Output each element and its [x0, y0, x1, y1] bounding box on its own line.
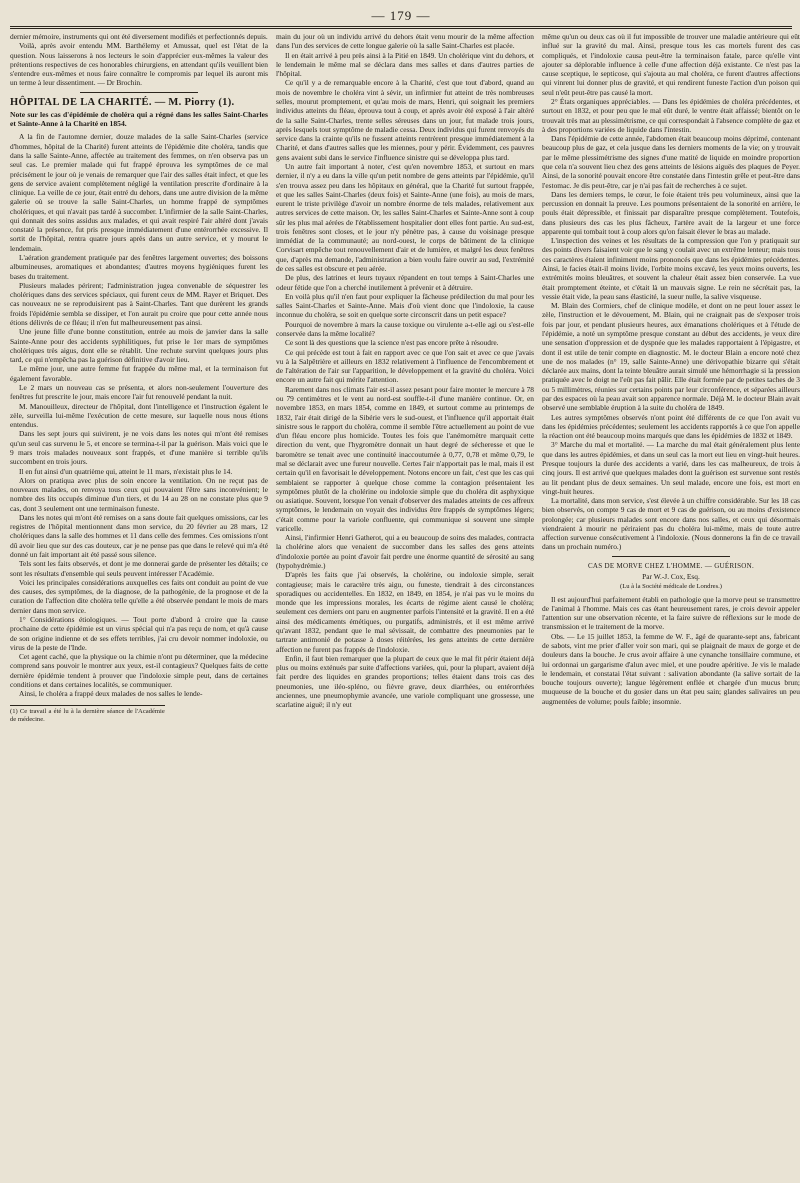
paragraph: main du jour où un individu arrivé du dehors était venu mourir de la même affection dans l'un des services de cette longue galerie où la salle Saint-Charles est placée. — [276, 32, 534, 51]
paragraph: Dans les notes qui m'ont été remises on a sans doute fait quelques omissions, car les registres de l'hôpital mentionnent dans mon service, du 20 février au 28 mars, 12 cholériques dans la salle des hommes et 11 dans celle des femmes. Ces omissions n'ont dû avoir lieu que sur des cas douteux, car je ne pense pas que dans le relevé qui m'a été donné un fait important ait été passé sous silence. — [10, 512, 268, 560]
paragraph: Une jeune fille d'une bonne constitution, entrée au mois de janvier dans la salle Sainte-Anne pour des accidents syphilitiques, fut prise le 1er mars de symptômes cholériques très aigus, dont elle se rétablit. Une rechute survint quelques jours plus tard, ce qui n'empêcha pas la guérison définitive d'avoir lieu. — [10, 327, 268, 365]
paragraph: Ce qu'il y a de remarquable encore à la Charité, c'est que tout d'abord, quand au mois de novembre le choléra vint à sévir, un infirmier fut atteint de très nombreuses selles, mourut promptement, et qu'au mois de mars, Henri, qui soignait les premiers individus atteints du fléau, éprouva tout à coup, et après avoir été exposé à l'air altéré de la salle Saint-Charles, trente selles séreuses dans un jour, fut malade trois jours, après lesquels tout symptôme de maladie cessa. Deux individus qui furent renvoyés du service dans la crainte qu'ils ne fussent atteints rentrèrent presque immédiatement à la Charité, et dans d'autres salles que les miennes, pour y périr. Évidemment, ces pauvres gens avaient subi dans le service l'influence sinistre qui se développa plus tard. — [276, 78, 534, 162]
paragraph: Rarement dans nos climats l'air est-il assez pesant pour faire monter le mercure à 78 ou 79 centimètres et le vent au nord-est souffle-t-il d'une manière continue. Or, en novembre 1853, en mars 1854, comme en 1849, et surtout comme au printemps de 1832, l'air était dirigé de la Sibérie vers le sud-ouest, et l'influence qu'il apportait était sinistre sous le rapport du choléra, comme il semble l'être actuellement au point de vue d'un fléau encore plus homicide. Toutes les fois que l'anémomètre marquait cette direction du vent, que l'hygromètre donnait un haut degré de sécheresse et que le baromètre se tenait avec une continuité inaccoutumée à 0,77, 0,78 et même 0,79, le mal se déclarait avec une fureur nouvelle. Certes l'air n'apportait pas le mal, mais il est certain qu'il en favorisait le développement. Notons encore un fait, c'est que les cas qui semblaient se rapporter à quelque chose comme la contagion présentaient les symptômes plutôt de la cholérine ou indoloxie simple que du choléra dit asphyxique ou asiatique. Souvent, lorsque l'on venait d'observer des malades atteints de ces affreux symptômes, le lendemain on voyait des individus être frappés de symptômes légers; c'était comme pour la variole confluente, qui communique si souvent une simple varicelle. — [276, 384, 534, 533]
text-columns — [10, 32, 800, 1179]
column-2-body — [276, 32, 534, 710]
paragraph: En voilà plus qu'il n'en faut pour expliquer la fâcheuse prédilection du mal pour les salles Saint-Charles et Sainte-Anne. Mais d'où vient donc que l'indoloxie, la cause inconnue du choléra, se soit en quelque sorte circonscrit dans un petit espace? — [276, 291, 534, 320]
paragraph: 3° Marche du mal et mortalité. — La marche du mal était généralement plus lente que dans les autres épidémies, et dans un seul cas la mort eut lieu en vingt-huit heures. Presque toujours la durée des accidents a varié, dans les cas malheureux, de trois à cinq jours. Il est arrivé que quelques malades dont la guérison est survenue sont restés au lit pendant plus de deux semaines. Un seul malade, encore une fois, est mort en vingt-huit heures. — [542, 440, 800, 496]
article-subtitle: Note sur les cas d'épidémie de choléra qui a régné dans les salles Saint-Charles et Sainte-Anne à la Charité en 1854. — [10, 109, 268, 129]
paragraph: Il en fut ainsi d'un quatrième qui, atteint le 11 mars, n'existait plus le 14. — [19, 466, 233, 476]
second-article-title: CAS DE MORVE CHEZ L'HOMME. — GUÉRISON. — [587, 561, 755, 570]
column-1-body — [10, 132, 268, 698]
paragraph: Alors on pratiqua avec plus de soin encore la ventilation. On ne reçut pas de nouveaux malades, on renvoya tous ceux qui pouvaient l'être sans inconvénient; le nombre des lits occupés diminue d'un tiers, et du 14 au 28 on ne constate plus que 9 cas, dont 3 seulement ont une terminaison funeste. — [10, 475, 268, 513]
paragraph: Il est aujourd'hui parfaitement établi en pathologie que la morve peut se transmettre de l'animal à l'homme. Mais ces cas étant heureusement rares, je crois devoir appeler l'attention sur une observation récente, et la faire suivre de réflexions sur le mode de transmission et le traitement de la morve. — [542, 594, 800, 632]
paragraph: Voilà, après avoir entendu MM. Barthélemy et Amussat, quel est l'état de la question. Nous laisserons à nos lecteurs le soin d'apprécier eux-mêmes la valeur des prétentions respectives de ces honorables chirurgiens, en attendant qu'ils veuillent bien s'entendre eux-mêmes et nous faire connaître le compromis par lequel ils auront mis un terme à leur dissentiment. — Dr Brochin. — [10, 41, 268, 88]
paragraph: 2° États organiques appréciables. — Dans les épidémies de choléra précédentes, et surtout en 1832, et pour peu que le mal eût duré, le ventre était affaissé; bientôt on le trouvait très mat au plessimétrisme, ce qui correspondait à l'absence complète de gaz et à des proportions variées de liquide dans l'intestin. — [542, 96, 800, 134]
column-3-body — [542, 32, 800, 552]
section-separator — [612, 556, 730, 557]
paragraph: Ainsi, l'infirmier Henri Gatherot, qui a eu beaucoup de soins des malades, contracta la cholérine alors que venaient de succomber dans les salles des gens atteints d'indoloxie portée au point d'avoir fait perdre une énorme quantité de sérosité au sang (hypohydrémie.) — [276, 533, 534, 571]
paragraph: D'après les faits que j'ai observés, la cholérine, ou indoloxie simple, serait contagieuse; mais le caractère très aigu, ou funeste, tiendrait à des circonstances sporadiques ou accidentelles. En 1832, en 1849, en 1854, je n'ai pas vu le moins du monde que les impressions morales, les écarts de régime aient causé le choléra; seulement ces derniers ont paru en augmenter parfois l'intensité et la gravité. Il en a été ainsi des médicaments émétiques, ou purgatifs, administrés, et il est même arrivé qu'avant 1832, pendant que le mal sévissait, de combattre des pneumonies par le tartrate antimonié de potasse à doses réitérées, les gens atteints de cette dernière affection ne furent pas frappés de l'indoloxie. — [276, 570, 534, 654]
paragraph: M. Manouilleux, directeur de l'hôpital, dont l'intelligence et l'instruction égalent le zèle, surveilla lui-même l'exécution de cette mesure, sur laquelle nous nous étions entendus. — [10, 401, 268, 430]
paragraph: Dans les sept jours qui suivirent, je ne vois dans les notes qui m'ont été remises qu'un seul cas survenu le 5, et encore se termina-t-il par la guérison. Mais voici que le 9 mars trois malades nouveaux sont frappés, et d'une manière si terrible qu'ils succombent en trois jours. — [10, 429, 268, 467]
page-number: — 179 — — [371, 8, 431, 23]
article-title: HÔPITAL DE LA CHARITÉ. — M. Piorry (1). — [10, 96, 235, 108]
paragraph: Tels sont les faits observés, et dont je me donnerai garde de présenter les détails; ce sont les résultats d'ensemble qui seuls peuvent intéresser l'Académie. — [10, 559, 268, 578]
paragraph: Voici les principales considérations auxquelles ces faits ont conduit au point de vue des causes, des symptômes, de la diagnose, de la pathogénie, de la prognose et de la curation de l'affection dite choléra telle qu'elle a été observée pendant le mois de mars dernier dans mon service. — [10, 577, 268, 615]
paragraph: dernier mémoire, instruments qui ont été diversement modifiés et perfectionnés depuis. — [10, 32, 268, 41]
footnote: (1) Ce travail a été lu à la dernière séance de l'Académie de médecine. — [10, 705, 165, 724]
paragraph: Pourquoi de novembre à mars la cause toxique ou virulente a-t-elle agi ou s'est-elle conservée dans la même localité? — [276, 319, 534, 338]
paragraph: Ainsi, le choléra a frappé deux malades de nos salles le lende- — [19, 689, 203, 699]
paragraph: Il en était arrivé à peu près ainsi à la Pitié en 1849. Un cholérique vint du dehors, et le lendemain le même mal se déclara dans mes salles et dans d'autres parties de l'hôpital. — [276, 50, 534, 79]
paragraph: même qu'un ou deux cas où il fut impossible de trouver une maladie antérieure qui eût influé sur la gravité du mal. Ainsi, presque tous les cas mortels furent des cas compliqués, et l'indoloxie causa peut-être la terminaison fatale, parce qu'elle vint ajouter sa déplorable influence à celle d'une affection déjà existante. Ce n'est pas la cause sceptique, le septicose, qui s'ajouta au mal choléra, ce furent d'autres affections qui vinrent lui donner plus de gravité, et qui rendirent funeste l'action d'un poison qui seul n'eût peut-être pas causé la mort. — [542, 32, 800, 97]
paragraph: L'inspection des veines et les résultats de la compression que l'on y pratiquait sur des points divers faisaient voir que le sang y coulait avec un extrême lenteur; mais tous ces caractères étaient infiniment moins prononcés que dans les épidémies précédentes. Ainsi, le facies était-il moins livide, l'orbite moins excavé, les yeux moins ouverts, les extrémités moins bleuâtres, et souvent la chaleur était assez bien conservée. La vue était promptement éteinte, et c'était là un mauvais signe. Le rein ne sécrétait pas, la vessie était vide, la peau sans élasticité, la sueur nulle, la salive visqueuse. — [542, 236, 800, 301]
section-separator — [80, 92, 198, 93]
paragraph: Obs. — Le 15 juillet 1853, la femme de W. F., âgé de quarante-sept ans, fabricant de sabots, vint me prier d'aller voir son mari, qui se plaignait de maux de gorge et de douleurs dans la bouche. Je crus avoir affaire à une cynanche tonsillaire commune, et lui ordonnai un gargarisme d'alun avec miel, et une poudre apéritive. Je vis le malade le lendemain, et constatai l'état suivant : salivation abondante (la salive sortait de la bouche toujours ouverte); langue légèrement enflée et chargée d'un mucus brun; muqueuse de la bouche et du gosier dans un état peu sain; glandes salivaires un peu augmentées de volume; pouls faible; insomnie. — [542, 631, 800, 706]
affiliation: (Lu à la Société médicale de Londres.) — [620, 583, 722, 591]
intro-continuation — [10, 32, 268, 88]
paragraph: Cet agent caché, que la physique ou la chimie n'ont pu déterminer, que la médecine comprend sans pouvoir le montrer aux yeux, est-il contagieux? Quelques faits de cette dernière épidémie tendent à prouver que l'indoloxie simple peut, dans de certaines conditions et dans certaines localités, se communiquer. — [10, 652, 268, 689]
paragraph: M. Blain des Cormiers, chef de clinique modèle, et dont on ne peut louer assez le zèle, l'instruction et le dévouement, M. Blain, qui ne craignait pas de s'exposer trois fois par jour, et pendant plusieurs heures, aux émanations cholériques et à l'étude de l'épidémie, a noté un symptôme presque constant au début des accidents, je veux dire une sensation d'oppression et de dyspnée que les malades rapportaient à l'épigastre, et dont il est utile de tenir compte en diagnostic. M. le docteur Blain a encore noté chez une de nos malades (n° 19, salle Sainte-Anne) une dérivopathie bizarre qui s'était déclarée aux mains, dont la teinte bleuâtre aurait simulé une hémorrhagie si la pression pratiquée avec le doigt ne l'eût pas fait pâlir. Elle était formée par de petites taches de 3 ou 5 millimètres, réunies sur certains points par leur circonférence, et séparées ailleurs par des espaces où la peau avait son apparence normale. Déjà M. le docteur Blain avait observé une semblable éruption à la suite du choléra de 1849. — [542, 301, 800, 413]
header-rule — [10, 26, 792, 29]
second-article-body — [542, 595, 800, 706]
paragraph: La mortalité, dans mon service, s'est élevée à un chiffre considérable. Sur les 18 cas bien observés, on compte 9 cas de mort et 9 cas de guérison, ou au moins d'existence prolongée; car plusieurs malades sont encore dans nos salles, et ceux qui désormais viendraient à mourir ne périraient pas du choléra lui-même, mais de toute autre affection survenue consécutivement à l'indoloxie. (Nous donnerons la fin de ce travail dans un prochain numéro.) — [542, 496, 800, 552]
column-1 — [10, 32, 268, 1179]
paragraph: Le même jour, une autre femme fut frappée du même mal, et la terminaison fut également favorable. — [10, 364, 268, 383]
byline: Par W.-J. Cox, Esq. — [642, 572, 700, 582]
paragraph: Ce qui précède est tout à fait en rapport avec ce que l'on sait et avec ce que j'avais vu à la Salpêtrière et ailleurs en 1832 relativement à l'influence de l'encombrement et de l'altération de l'air sur l'apparition, le développement et la gravité du choléra. Voici encore un autre fait qui mérite l'attention. — [276, 347, 534, 385]
column-3 — [542, 32, 800, 1179]
paragraph: Le 2 mars un nouveau cas se présenta, et alors non-seulement l'ouverture des fenêtres fut prescrite le jour, mais encore l'air fut renouvelé pendant la nuit. — [10, 382, 268, 402]
paragraph: Ce sont là des questions que la science n'est pas encore prête à résoudre. — [285, 338, 499, 348]
paragraph: Dans les derniers temps, le cœur, le foie étaient très peu volumineux, ainsi que la percussion en donnait la preuve. Les poumons présentaient de la sonorité en arrière, le pouls était dépressible, et finissait par disparaître presque complètement. Toutefois, dans plusieurs des cas les plus fâcheux, l'artère avait de la largeur et une force apparente qui tombait tout à coup alors qu'on faisait élever le bras au malade. — [542, 189, 800, 236]
paragraph: Plusieurs malades périrent; l'administration jugea convenable de séquestrer les cholériques dans des services spéciaux, qui furent ceux de MM. Rayer et Briquet. Des cas nouveaux ne se reproduisirent pas à Saint-Charles. Tant que durèrent les grands froids l'épidémie sembla se dissiper, et l'on aurait pu croire que pour cette année nous étions délivrés de ce fléau; il n'en fut malheureusement pas ainsi. — [10, 280, 268, 327]
paragraph: L'aération grandement pratiquée par des fenêtres largement ouvertes; des boissons albumineuses, aromatiques et abondantes; d'autres moyens hygiéniques furent les bases du traitement. — [10, 253, 268, 281]
paragraph: Un autre fait important à noter, c'est qu'en novembre 1853, et surtout en mars dernier, il n'y a eu dans la ville qu'un petit nombre de gens atteints par l'épidémie, qu'il s'en trouva assez peu dans les hôpitaux en général, que la Charité fut surtout frappée, et que les salles Saint-Charles (deux fois) et Sainte-Anne (une fois), au mois de mars, eurent le triste privilège d'avoir un nombre énorme de tels malades, relativement aux autres services de cette maison. Or, les salles Saint-Charles et Sainte-Anne sont à coup sûr les plus mal aérées de l'établissement hospitalier dont elles font partie. Au sud-est, trois fenêtres sont closes, et le jour n'y pénètre pas, à cause du voisinage presque immédiat de la communauté; au nord-ouest, le corps de bâtiment de la clinique Corvisart empêche tout renouvellement d'air et de lumière, et malgré les deux fenêtres que, d'après ma demande, l'administration a bien voulu faire ouvrir au sud, l'extrémité de ces salles est obscure et peu aérée. — [276, 161, 534, 274]
paragraph: Enfin, il faut bien remarquer que la plupart de ceux que le mal fit périr étaient déjà plus ou moins exténués par suite d'affections variées, qui, pour la plupart, avaient déjà fait perdre des liquides en grandes proportions; telles étaient dans trois cas des pneumonies, une iléo-spléno, ou fièvre grave, deux diarrhées, ou entérorrhées anciennes, une pneumophymie avancée, une variole compliquant une grossesse, une scarlatine aiguë; il n'y eut — [276, 653, 534, 710]
paragraph: Les autres symptômes observés n'ont point été différents de ce que l'on avait vu dans les épidémies précédentes; seulement les accidents rapportés à ce que l'on appelle la réaction ont été beaucoup moins marqués que dans les épidémies de 1832 et 1849. — [542, 412, 800, 441]
paragraph: 1° Considérations étiologiques. — Tout porte d'abord à croire que la cause prochaine de cette épidémie est un virus spécial qui n'a pas reçu de nom, et qu'à cause de son origine indienne et de ses effets terribles, j'ai cru devoir nommer indoloxie, ou virus de la peste de l'Inde. — [10, 615, 268, 652]
column-2 — [276, 32, 534, 1179]
paragraph: De plus, des latrines et leurs tuyaux répandent en tout temps à Saint-Charles une odeur fétide que l'on a cherché inutilement à prévenir et à détruire. — [276, 273, 534, 292]
page-header — [10, 4, 792, 30]
paragraph: A la fin de l'automne dernier, douze malades de la salle Saint-Charles (service d'hommes, hôpital de la Charité) furent atteints de l'épidémie dite choléra, tandis que dans la salle Sainte-Anne, affectée au traitement des femmes, on n'en observa pas un seul cas. Le premier malade qui fut frappé éprouva les symptômes de ce mal précisément le jour où je venais de remarquer que l'air des salles était infect, et que les gens de service avaient complètement négligé la ventilation prescrite d'ordinaire à la clinique. La veille de ce jour, était entré du dehors, dans une autre division de la même galerie où se trouve la salle Saint-Charles, un homme frappé de symptômes cholériques, et qui n'avait pas tardé à succomber. L'infirmier de la salle Saint-Charles, qui donnait des soins assidus aux malades, et qui avait respiré l'air altéré dont j'avais constaté la présence, fut pris presque immédiatement d'une entérorrhée excessive. Il sortit de l'hôpital, rentra quatre jours après dans un autre service, et y mourut le lendemain. — [10, 132, 268, 253]
paragraph: Dans l'épidémie de cette année, l'abdomen était beaucoup moins déprimé, contenant beaucoup plus de gaz, et cela jusque dans les derniers moments de la vie; on y trouvait par le même plessimétrisme des signes d'une matité de liquide en moindre proportion que cela n'a souvent lieu chez des gens atteints de lésions aiguës des plaques de Peyer. Ainsi, de la sonorité pouvait encore être constatée dans l'intestin grêle et peut-être dans l'estomac. Je dis peut-être, car je n'ai pas fait de recherches à ce sujet. — [542, 134, 800, 190]
